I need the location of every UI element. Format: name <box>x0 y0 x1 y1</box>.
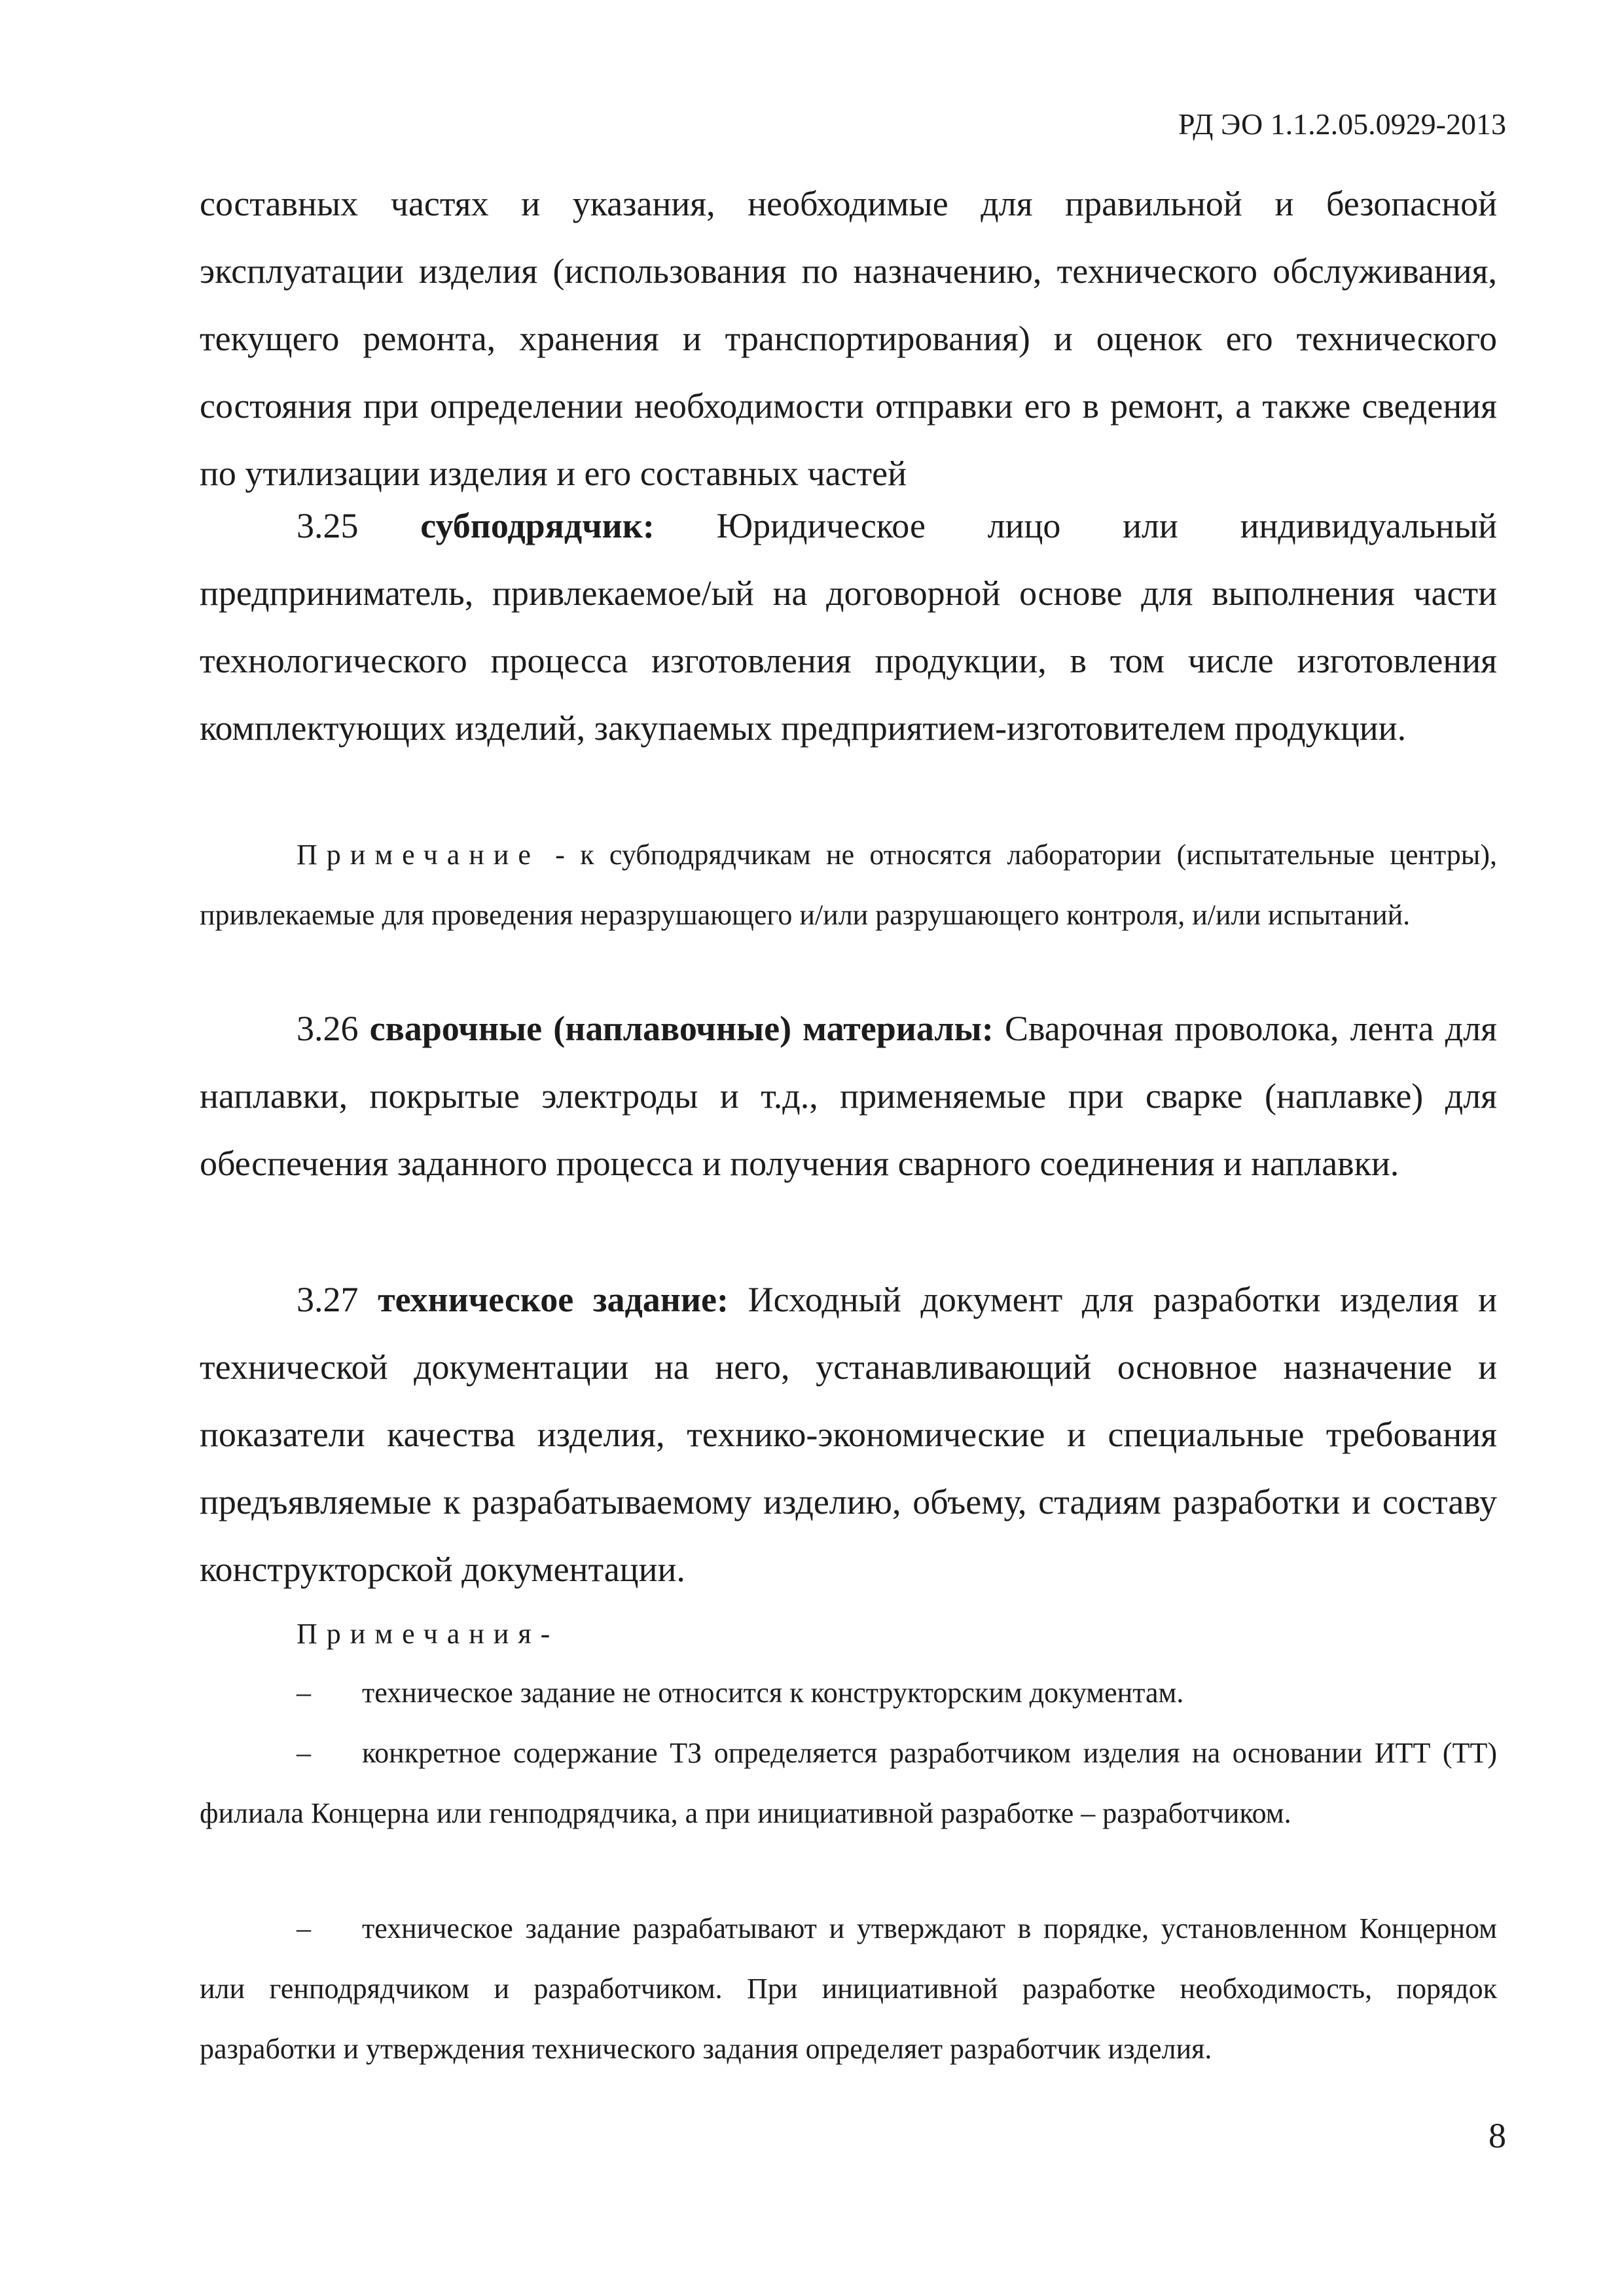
document-code: РД ЭО 1.1.2.05.0929-2013 <box>1178 107 1506 141</box>
note-label: Примечание <box>297 839 540 871</box>
paragraph-continued: составных частях и указания, необходимые для правильной и безопасной эксплуатации изделия (использования по назначению, технического обслуживания, текущего ремонта, хранения и транспортирования) и оценок его технического состояния при определении необходимости отправки его в ремонт, а также сведения по утилизации изделия и его составных частей <box>200 184 1497 493</box>
term-title: техническое задание: <box>378 1280 729 1319</box>
note-item-text: техническое задание не относится к конструкторским документам. <box>362 1677 1184 1709</box>
dash-marker: – <box>297 1912 311 1944</box>
term-definition: Исходный документ для разработки изделия и технической документации на него, устанавливающий основное назначение и показатели качества изделия, технико-экономические и специальные требования предъявляемые к разрабатываемому изделию, объему, стадиям разработки и составу конструкторской документации. <box>200 1280 1497 1589</box>
term-number: 3.25 <box>297 506 359 545</box>
term-title: субподрядчик: <box>420 506 655 545</box>
term-3-25 <box>200 492 1497 762</box>
term-definition: Юридическое лицо или индивидуальный предприниматель, привлекаемое/ый на договорной основе для выполнения части технологического процесса изготовления продукции, в том числе изготовления комплектующих изделий, закупаемых предприятием-изготовителем продукции. <box>200 506 1497 748</box>
term-3-26 <box>200 995 1497 1197</box>
note-item-text: конкретное содержание ТЗ определяется разработчиком изделия на основании ИТТ (ТТ) филиала Концерна или генподрядчика, а при инициативной разработке – разработчиком. <box>200 1737 1497 1829</box>
note-3-25 <box>200 825 1497 945</box>
term-number: 3.26 <box>297 1009 359 1048</box>
note-item-text: техническое задание разрабатывают и утверждают в порядке, установленном Концерном или генподрядчиком и разработчиком. При инициативной разработке необходимость, порядок разработки и утверждения технического задания определяет разработчик изделия. <box>200 1912 1497 2065</box>
term-title: сварочные (наплавочные) материалы: <box>369 1009 994 1048</box>
note-item-3 <box>200 1899 1497 2079</box>
page-number: 8 <box>1489 2116 1506 2155</box>
term-definition: Сварочная проволока, лента для наплавки, покрытые электроды и т.д., применяемые при сварке (наплавке) для обеспечения заданного процесса и получения сварного соединения и наплавки. <box>200 1009 1498 1183</box>
dash-marker: – <box>297 1737 311 1769</box>
note-text: - к субподрядчикам не относятся лаборатории (испытательные центры), привлекаемые для проведения неразрушающего и/или разрушающего контроля, и/или испытаний. <box>200 839 1498 931</box>
term-3-27 <box>200 1266 1497 1603</box>
note-item-1 <box>200 1663 1497 1723</box>
notes-label: Примечания- <box>297 1618 560 1650</box>
term-number: 3.27 <box>297 1280 359 1319</box>
dash-marker: – <box>297 1677 311 1709</box>
note-item-2 <box>200 1723 1497 1844</box>
notes-3-27-label <box>200 1604 1497 1664</box>
